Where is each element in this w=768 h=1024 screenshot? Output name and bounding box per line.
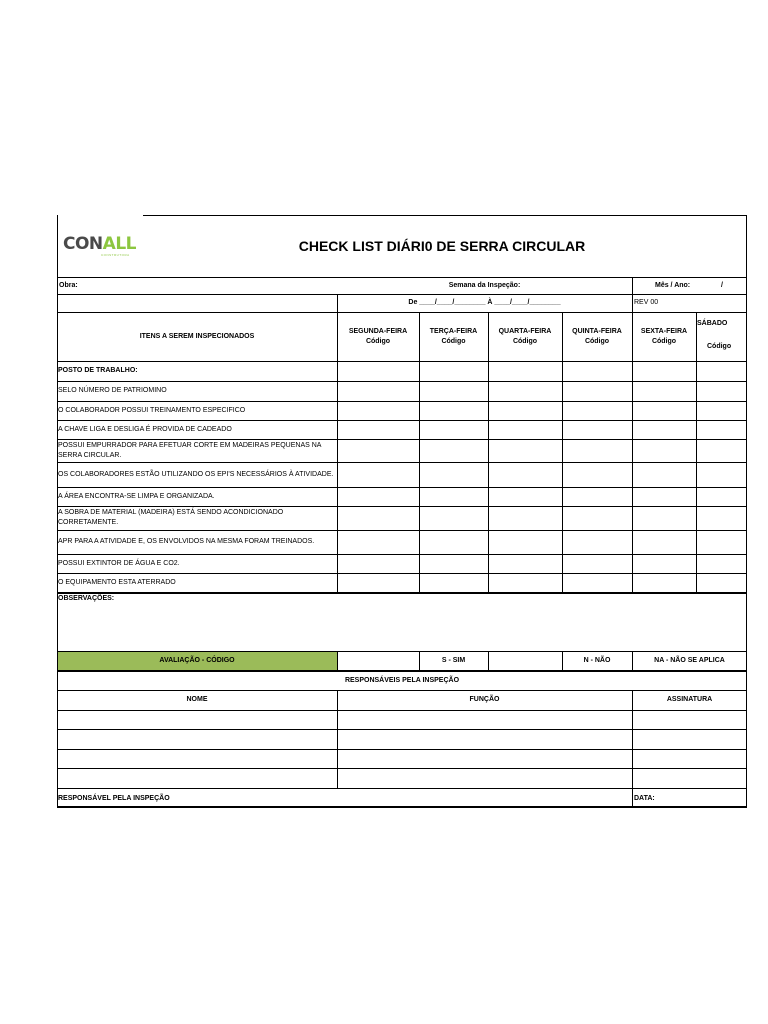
- day-header-saturday: SÁBADO: [697, 320, 728, 327]
- logo-subtext: CONSTRUTORA: [101, 253, 130, 257]
- item-row: A ÁREA ENCONTRA-SE LIMPA E ORGANIZADA.: [58, 492, 215, 500]
- day-header-monday: [337, 312, 419, 361]
- assinatura-header: ASSINATURA: [666, 696, 713, 703]
- code-label: Código: [441, 337, 466, 345]
- item-row: APR PARA A ATIVIDADE E, OS ENVOLVIDOS NA MESMA FORAM TREINADOS.: [58, 538, 315, 545]
- funcao-header: FUNÇÃO: [469, 696, 500, 703]
- logo-text-all: ALL: [102, 234, 136, 254]
- item-row: OS COLABORADORES ESTÃO UTILIZANDO OS EPI'S NECESSÁRIOS À ATIVIDADE.: [58, 470, 334, 478]
- day-header-thursday: [562, 312, 632, 361]
- item-row: POSSUI EXTINTOR DE ÁGUA E CO2.: [58, 559, 180, 567]
- avaliacao-nao: N - NÃO: [583, 656, 611, 664]
- day-header-saturday-code: Código: [707, 343, 732, 350]
- conall-logo: [63, 234, 136, 254]
- obra-label: Obra:: [59, 281, 78, 289]
- code-label: Código: [651, 337, 677, 345]
- observacoes-label: OBSERVAÇÕES:: [58, 595, 115, 602]
- item-row: POSSUI EMPURRADOR PARA EFETUAR CORTE EM MADEIRAS PEQUENAS NA SERRA CIRCULAR.: [58, 441, 322, 459]
- day-label: TERÇA-FEIRA: [429, 327, 478, 335]
- item-row: A CHAVE LIGA E DESLIGA É PROVIDA DE CADEADO: [58, 425, 232, 433]
- day-label: QUARTA-FEIRA: [498, 327, 552, 335]
- semana-label: Semana da Inspeção:: [448, 281, 521, 289]
- day-header-tuesday: [419, 312, 488, 361]
- logo-text-con: CON: [63, 234, 103, 254]
- mes-ano-slash: /: [721, 281, 723, 289]
- nome-header: NOME: [186, 696, 208, 703]
- data-label: DATA:: [634, 794, 655, 802]
- day-label: QUINTA-FEIRA: [572, 327, 622, 335]
- avaliacao-label: AVALIAÇÃO - CÓDIGO: [159, 656, 235, 664]
- day-label: SEGUNDA-FEIRA: [348, 327, 408, 335]
- mes-ano-label: Mês / Ano:: [655, 281, 691, 289]
- observacoes-field[interactable]: [58, 607, 746, 650]
- avaliacao-sim: S - SIM: [441, 656, 466, 664]
- items-header: ITENS A SEREM INSPECIONADOS: [139, 332, 255, 340]
- date-range-field[interactable]: De ____/____/________ À ____/____/________: [408, 299, 561, 306]
- responsaveis-title: RESPONSÁVEIS PELA INSPEÇÃO: [344, 677, 460, 684]
- item-row: O EQUIPAMENTO ESTA ATERRADO: [58, 578, 176, 586]
- day-header-wednesday: [488, 312, 562, 361]
- item-row: POSTO DE TRABALHO:: [58, 367, 138, 374]
- rev-label: REV 00: [634, 299, 659, 306]
- day-label: SEXTA-FEIRA: [640, 327, 688, 335]
- item-row: SELO NÚMERO DE PATRIOMINO: [58, 387, 167, 394]
- day-header-friday: [632, 312, 696, 361]
- code-label: Código: [365, 337, 391, 345]
- code-label: Código: [512, 337, 538, 345]
- responsavel-inspecao-label: RESPONSÁVEL PELA INSPEÇÃO: [58, 794, 170, 802]
- checklist-sheet: [57, 215, 747, 808]
- item-row: A SOBRA DE MATERIAL (MADEIRA) ESTÁ SENDO ACONDICIONADO CORRETAMENTE.: [58, 509, 284, 526]
- avaliacao-na: NA - NÃO SE APLICA: [654, 656, 725, 664]
- page-title: CHECK LIST DIÁRI0 DE SERRA CIRCULAR: [298, 238, 586, 254]
- item-row: O COLABORADOR POSSUI TREINAMENTO ESPECIFICO: [58, 406, 246, 414]
- code-label: Código: [584, 337, 610, 345]
